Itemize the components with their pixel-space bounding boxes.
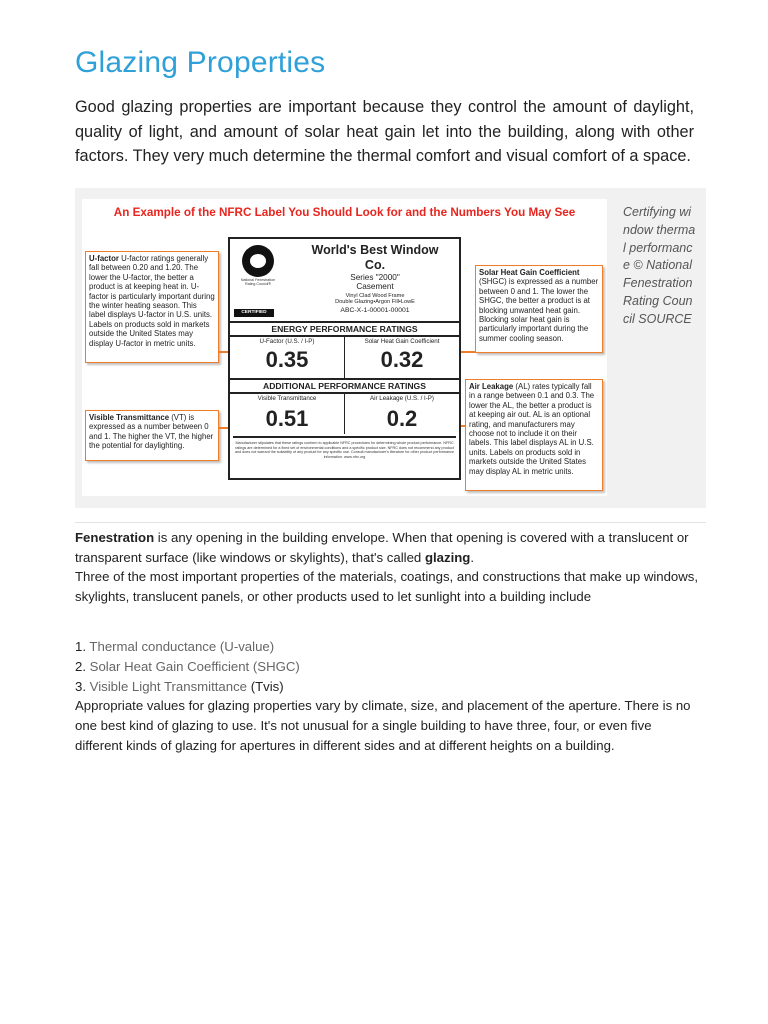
closing-paragraph: Appropriate values for glazing properties vary by climate, size, and placement of the aperture. There is no one best kind of glazing to use. It's not unusual for a single building to have three, four, or even five different kinds of glazing for apertures in different sides and at different heights on a building.	[75, 698, 691, 753]
al-text: (AL) rates typically fall in a range between 0.1 and 0.3. The lower the AL, the better a product is at keeping air out. AL is an optional rating, and manufacturers may choose not to include it on their labels. This label displays AL in U.S. units. Labels on products sold in markets outside the United States may display AL in metric units.	[469, 382, 595, 476]
manufacturer-name: World's Best Window Co.	[311, 243, 439, 272]
glazing-line: Double Glazing•Argon Fill•LowE	[335, 299, 415, 305]
nfrc-sun-icon	[242, 245, 274, 277]
frame-line: Vinyl Clad Wood Frame	[345, 293, 405, 299]
vt-value: 0.51	[265, 406, 309, 431]
vt-term: Visible Transmittance	[89, 413, 170, 422]
al-annotation	[465, 379, 603, 491]
additional-ratings-heading: ADDITIONAL PERFORMANCE RATINGS	[230, 378, 459, 394]
nfrc-logo	[236, 245, 280, 301]
additional-divider	[344, 392, 345, 434]
al-term: Air Leakage	[469, 382, 514, 391]
fenestration-term: Fenestration	[75, 530, 155, 545]
ufactor-value: 0.35	[265, 347, 309, 372]
type-line: Casement	[356, 282, 394, 291]
ufactor-label: U-Factor (U.S. / I-P)	[259, 338, 315, 345]
nfrc-label	[228, 237, 461, 480]
shgc-label: Solar Heat Gain Coefficient	[364, 338, 440, 345]
nfrc-logo-text: National Fenestration Rating Council®	[240, 278, 276, 287]
ufactor-text: U-factor ratings generally fall between 0.20 and 1.20. The lower the U-factor, the better a product is at keeping heat in. U-factor is particularly important during the winter heating season. This label displays U-factor in U.S. units. Labels on products sold in markets outside the United States may display U-factor in metric units.	[89, 254, 215, 348]
shgc-text: (SHGC) is expressed as a number between 0 and 1. The lower the SHGC, the better a product is at blocking unwanted heat gain. Blocking solar heat gain is particularly important during the summer cooling season.	[479, 277, 599, 343]
list-item: 2. Solar Heat Gain Coefficient (SHGC)	[75, 659, 300, 674]
list-item: 1. Thermal conductance (U-value)	[75, 639, 275, 654]
intro-paragraph: Good glazing properties are important because they control the amount of daylight, quality of light, and amount of solar heat gain let into the building, along with other factors. They very much determine the thermal comfort and visual comfort of a space.	[75, 98, 694, 165]
list-item: 3. Visible Light Transmittance (Tvis)	[75, 679, 284, 694]
shgc-annotation	[475, 265, 603, 353]
certified-badge: CERTIFIED	[234, 309, 274, 317]
shgc-term: Solar Heat Gain Coefficient	[479, 268, 580, 277]
figure-caption: Certifying window thermal performance © National Fenestration Rating Council SOURCE	[623, 205, 696, 326]
al-label: Air Leakage (U.S. / I-P)	[370, 395, 434, 402]
fenestration-text-2: .	[470, 549, 475, 565]
shgc-value: 0.32	[380, 347, 424, 372]
glazing-term: glazing	[424, 549, 471, 565]
vt-annotation	[85, 410, 219, 461]
nfrc-label-figure	[82, 199, 607, 496]
series-line: Series "2000"	[350, 273, 400, 282]
page-title: Glazing Properties	[75, 46, 326, 79]
label-disclaimer: Manufacturer stipulates that these ratings conform to applicable NFRC procedures for determining whole product performance. NFRC ratings are determined for a fixed set of environmental conditions and a specific product size. NFRC does not recommend any product and does not warrant the suitability of any product for any specific use. Consult manufacturer's literature for other product performance information. www.nfrc.org	[233, 436, 456, 459]
figure-headline: An Example of the NFRC Label You Should Look for and the Numbers You May See	[113, 206, 576, 219]
product-code: ABC-X-1-00001-00001	[340, 307, 410, 314]
vt-text: (VT) is expressed as a number between 0 and 1. The higher the VT, the higher the potential for daylighting.	[89, 413, 214, 451]
divider	[75, 522, 706, 523]
energy-divider	[344, 335, 345, 378]
properties-intro: Three of the most important properties of the materials, coatings, and constructions that make up windows, skylights, translucent panels, or other products used to let sunlight into a building include	[75, 569, 699, 604]
ufactor-annotation	[85, 251, 219, 363]
energy-ratings-heading: ENERGY PERFORMANCE RATINGS	[230, 321, 459, 337]
fenestration-text-1: is any opening in the building envelope. When that opening is covered with a translucent or transparent surface (like windows or skylights), that's called	[75, 530, 689, 565]
fenestration-paragraph	[75, 528, 700, 568]
al-value: 0.2	[386, 406, 418, 431]
vt-label: Visible Transmittance	[257, 395, 317, 402]
ufactor-term: U-factor	[89, 254, 119, 263]
